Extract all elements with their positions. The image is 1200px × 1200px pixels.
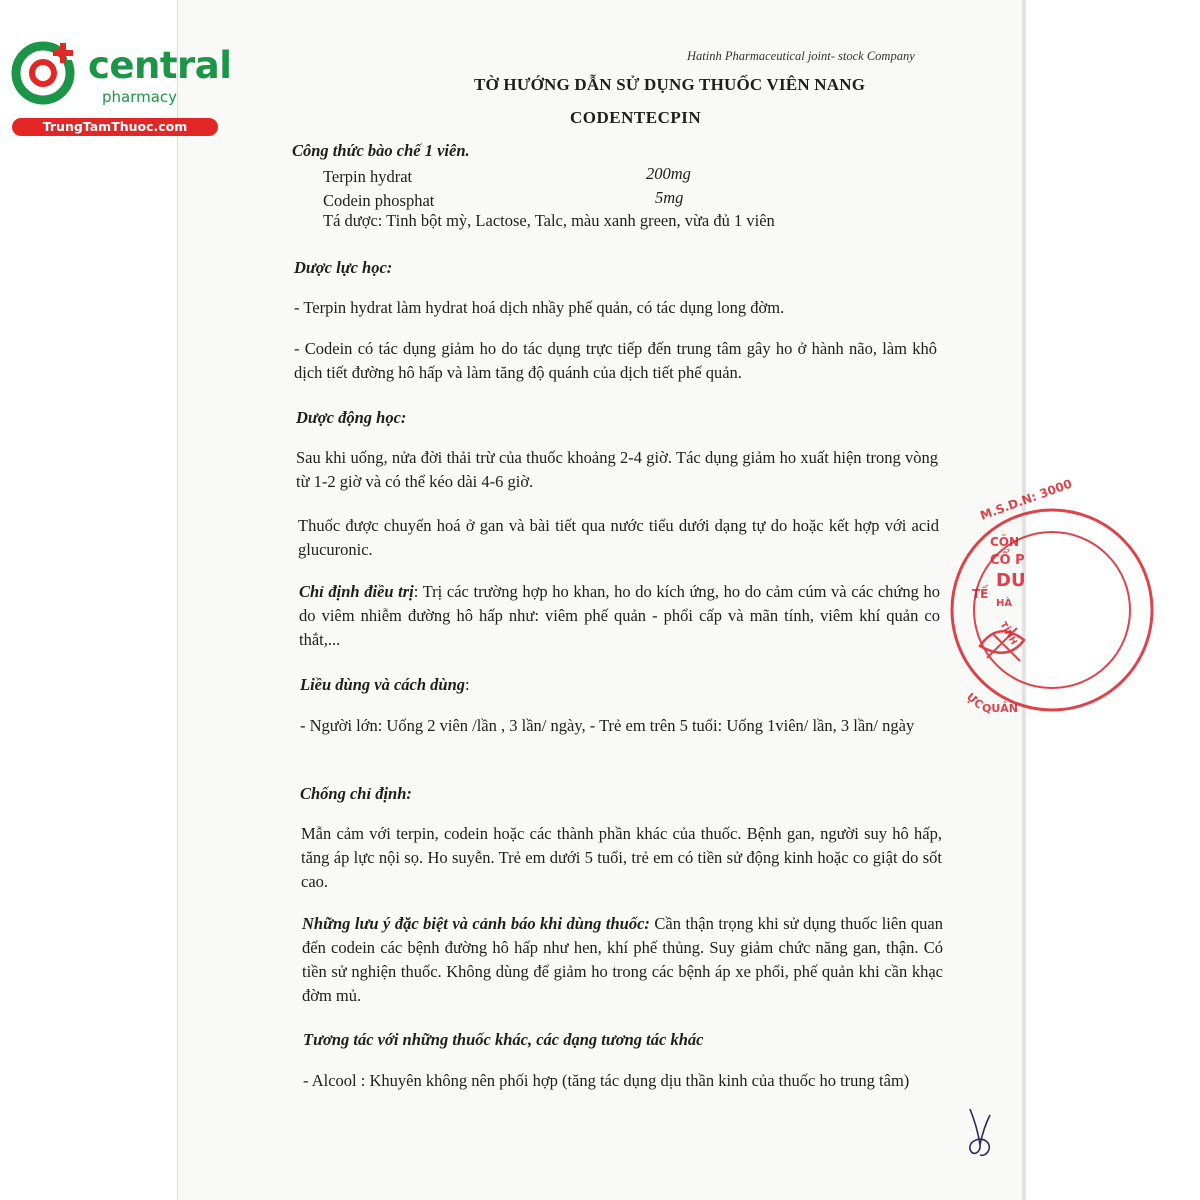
warnings-paragraph [302, 912, 943, 1008]
logo-brand: central [88, 44, 232, 87]
formula-heading: Công thức bào chế 1 viên. [292, 141, 470, 160]
svg-text:ỰC: ỰC [964, 690, 986, 712]
svg-text:CỔ P: CỔ P [990, 553, 1025, 568]
warnings-text: Cần thận trọng khi sử dụng thuốc liên quan đến codein các bệnh đường hô hấp như hen, khí phế thủng. Suy giảm chức năng gan, thận. Có tiền sử nghiện thuốc. Không dùng để giảm ho trong các bệnh áp xe phổi, phế quản khi cần khạc đờm mủ. [302, 914, 943, 1005]
logo-subtitle: pharmacy [102, 88, 178, 106]
svg-text:M.S.D.N: 3000: M.S.D.N: 3000 [978, 476, 1074, 523]
indications-text: : Trị các trường hợp ho khan, ho do kích ứng, ho do cảm cúm và các chứng ho do viêm nhiễm đường hô hấp như: viêm phế quản - phổi cấp và mãn tính, viêm khí quản co thắt,... [299, 582, 940, 649]
pharmacokinetics-paragraph: Sau khi uống, nửa đời thải trừ của thuốc khoảng 2-4 giờ. Tác dụng giảm ho xuất hiện trong vòng từ 1-2 giờ và có thể kéo dài 4-6 giờ. [296, 448, 938, 491]
svg-text:TẾ: TẾ [972, 587, 989, 601]
company-seal-icon [952, 476, 1074, 720]
document-title: TỜ HƯỚNG DẪN SỬ DỤNG THUỐC VIÊN NANG [474, 75, 866, 94]
ingredient-amount: 200mg [646, 164, 691, 183]
logo-url: TrungTamThuoc.com [12, 118, 218, 136]
pharmacokinetics-heading: Dược động học: [296, 408, 407, 427]
handwritten-signature-icon [960, 1105, 996, 1161]
pharmacy-logo [10, 36, 232, 136]
excipients: Tá dược: Tinh bột mỳ, Lactose, Talc, màu xanh green, vừa đủ 1 viên [323, 211, 775, 230]
svg-text:QUẢN: QUẢN [982, 702, 1019, 715]
ingredient-name: Terpin hydrat [323, 167, 413, 186]
contraindications-paragraph: Mẫn cảm với terpin, codein hoặc các thành phần khác của thuốc. Bệnh gan, người suy hô hấp, tăng áp lực nội sọ. Ho suyễn. Trẻ em dưới 5 tuổi, trẻ em có tiền sử động kinh hoặc co giật do sốt cao. [301, 824, 942, 891]
dosage-heading-line [300, 675, 470, 695]
svg-text:TĨNH: TĨNH [997, 620, 1019, 647]
product-name: CODENTECPIN [570, 108, 702, 127]
contraindications-heading: Chống chỉ định: [300, 784, 412, 803]
interactions-paragraph: - Alcool : Khuyên không nên phối hợp (tăng tác dụng dịu thần kinh của thuốc ho trung tâm) [303, 1071, 910, 1090]
dosage-colon: : [465, 675, 470, 694]
warnings-heading: Những lưu ý đặc biệt và cảnh báo khi dùng thuốc: [302, 914, 650, 933]
logo-mark-icon [10, 36, 80, 106]
pharmacodynamics-paragraph: - Codein có tác dụng giảm ho do tác dụng trực tiếp đến trung tâm gây ho ở hành não, làm khô dịch tiết đường hô hấp và làm tăng độ quánh của dịch tiết phế quản. [294, 339, 937, 382]
svg-text:HÀ: HÀ [996, 598, 1013, 609]
interactions-heading: Tương tác với những thuốc khác, các dạng tương tác khác [303, 1030, 704, 1049]
pharmacodynamics-paragraph: - Terpin hydrat làm hydrat hoá dịch nhầy phế quản, có tác dụng long đờm. [294, 298, 785, 317]
dosage-heading: Liều dùng và cách dùng [300, 675, 466, 694]
svg-text:DU: DU [996, 570, 1026, 591]
ingredient-name: Codein phosphat [323, 191, 435, 210]
pharmacokinetics-paragraph: Thuốc được chuyển hoá ở gan và bài tiết qua nước tiểu dưới dạng tự do hoặc kết hợp với acid glucuronic. [298, 516, 939, 559]
indications-heading: Chỉ định điều trị [299, 582, 414, 601]
ingredient-amount: 5mg [655, 188, 684, 207]
company-name: Hatinh Pharmaceutical joint- stock Company [687, 49, 915, 63]
svg-text:CÔN: CÔN [990, 535, 1020, 549]
dosage-paragraph: - Người lớn: Uống 2 viên /lần , 3 lần/ ngày, - Trẻ em trên 5 tuổi: Uống 1viên/ lần, 3 lần/ ngày [300, 716, 915, 735]
indications-paragraph [299, 580, 940, 652]
pharmacodynamics-heading: Dược lực học: [294, 258, 393, 277]
